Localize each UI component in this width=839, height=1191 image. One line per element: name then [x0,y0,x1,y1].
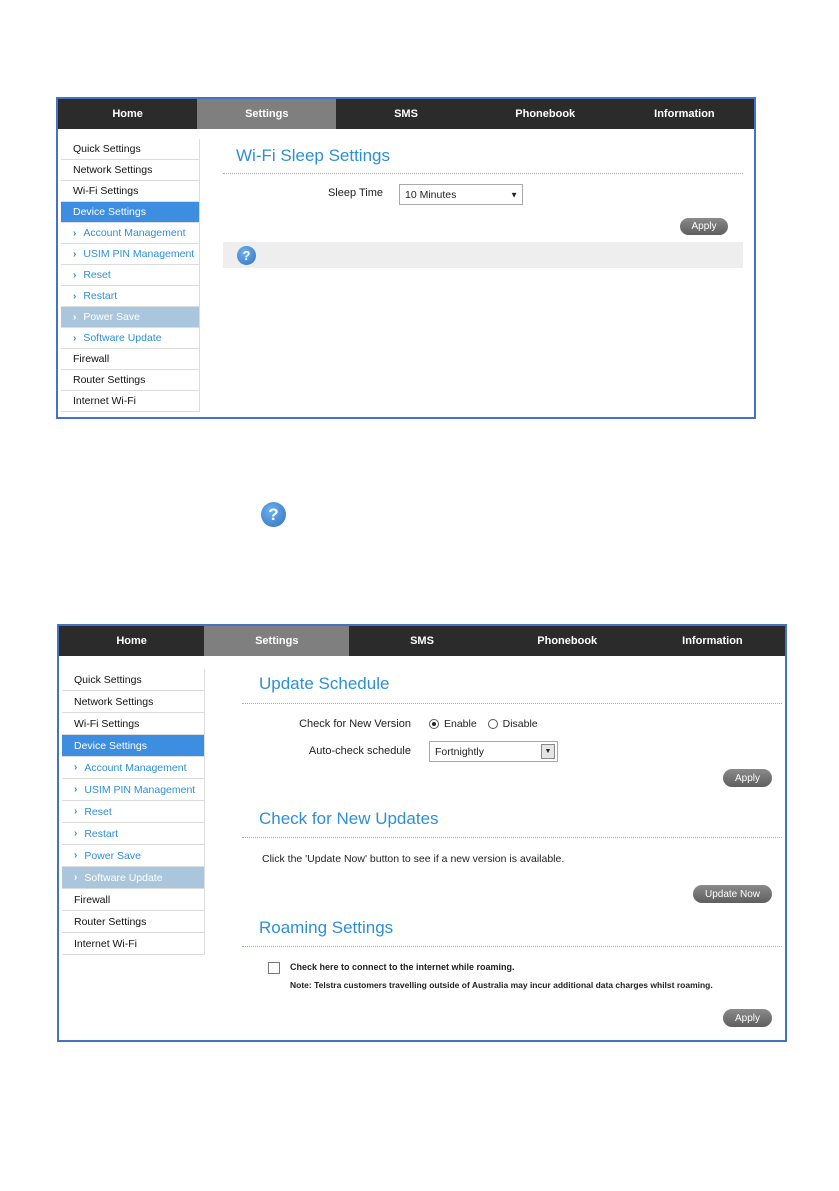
wifi-sleep-screenshot [56,97,756,419]
sidebar-item-label: Internet Wi-Fi [74,937,138,950]
sidebar-item-label: Power Save [84,849,141,862]
autocheck-select[interactable] [429,741,558,762]
sidebar-item-label: Reset [84,805,112,818]
chevron-right-icon: › [73,248,77,260]
tab-sms[interactable]: SMS [394,108,418,120]
sleep-time-select[interactable] [399,184,523,205]
roaming-title: Roaming Settings [259,918,394,937]
sidebar-item-label: Power Save [83,311,140,323]
update-now-button[interactable]: Update Now [693,885,772,903]
sidebar-item-label: Firewall [74,893,111,906]
sidebar-item-label: Reset [83,269,111,281]
help-question-icon: ? [261,502,286,527]
software-update-screenshot [57,624,787,1042]
sidebar-item-network-settings[interactable] [61,160,200,181]
chevron-right-icon: › [74,872,78,883]
tab-settings[interactable]: Settings [204,626,349,656]
sidebar-item-firewall[interactable] [61,349,200,370]
chevron-right-icon: › [74,828,78,839]
sidebar-item-label: Network Settings [73,164,153,176]
sidebar-item-label: Quick Settings [73,143,141,155]
sidebar [61,139,200,412]
tab-phonebook[interactable]: Phonebook [537,635,598,647]
check-updates-text: Click the 'Update Now' button to see if a new version is available. [262,853,565,865]
sidebar-item-power-save[interactable] [62,845,205,867]
sidebar-item-label: Restart [84,827,119,840]
sidebar-item-wifi-settings[interactable] [62,713,205,735]
disable-label: Disable [502,718,538,730]
divider [242,703,782,704]
chevron-right-icon: › [74,850,78,861]
disable-radio[interactable] [488,719,498,729]
sidebar-item-label: USIM PIN Management [83,248,195,260]
sidebar-item-device-settings[interactable] [61,202,200,223]
divider [242,946,782,947]
sidebar [62,669,205,955]
top-nav [58,99,754,129]
roaming-note: Note: Telstra customers travelling outside of Australia may incur additional data charges whilst roaming. [290,980,713,990]
sidebar-item-firewall[interactable] [62,889,205,911]
sidebar-item-quick-settings[interactable] [62,669,205,691]
help-bar [223,242,743,268]
sidebar-item-network-settings[interactable] [62,691,205,713]
sidebar-item-usim-pin[interactable] [62,779,205,801]
tab-settings[interactable]: Settings [197,99,336,129]
sidebar-item-restart[interactable] [61,286,200,307]
sidebar-item-router-settings[interactable] [62,911,205,933]
roaming-checkbox[interactable] [268,962,280,974]
autocheck-value: Fortnightly [435,745,485,758]
tab-home[interactable]: Home [116,635,147,647]
chevron-right-icon: › [73,332,77,344]
tab-information[interactable]: Information [654,108,715,120]
sidebar-item-label: Device Settings [74,739,147,752]
sidebar-item-power-save[interactable] [61,307,200,328]
sidebar-item-label: Software Update [84,871,163,884]
sidebar-item-software-update[interactable] [61,328,200,349]
sidebar-item-reset[interactable] [61,265,200,286]
sleep-time-value: 10 Minutes [405,188,457,201]
tab-phonebook[interactable]: Phonebook [515,108,576,120]
sidebar-item-label: Restart [83,290,118,302]
sidebar-item-label: Device Settings [73,206,146,218]
sidebar-item-device-settings[interactable] [62,735,205,757]
roaming-checkbox-label: Check here to connect to the internet while roaming. [290,962,515,972]
sidebar-item-label: Internet Wi-Fi [73,395,137,407]
sidebar-item-label: Network Settings [74,695,154,708]
enable-radio[interactable] [429,719,439,729]
chevron-right-icon: › [73,227,77,239]
sidebar-item-label: Account Management [83,227,186,239]
apply-button[interactable]: Apply [680,218,728,235]
sidebar-item-quick-settings[interactable] [61,139,200,160]
chevron-right-icon: › [73,269,77,281]
sidebar-item-label: USIM PIN Management [84,783,196,796]
sidebar-item-usim-pin[interactable] [61,244,200,265]
chevron-right-icon: › [73,290,77,302]
divider [223,173,743,174]
sidebar-item-account-management[interactable] [61,223,200,244]
tab-sms[interactable]: SMS [410,635,434,647]
sidebar-item-label: Router Settings [74,915,147,928]
chevron-right-icon: › [74,806,78,817]
top-nav [59,626,785,656]
chevron-right-icon: › [74,762,78,773]
sidebar-item-internet-wifi[interactable] [62,933,205,955]
chevron-right-icon: › [74,784,78,795]
check-new-version-label: Check for New Version [299,718,411,730]
sidebar-item-label: Account Management [84,761,187,774]
sidebar-item-internet-wifi[interactable] [61,391,200,412]
sidebar-item-software-update[interactable] [62,867,205,889]
sidebar-item-label: Quick Settings [74,673,142,686]
sleep-time-label: Sleep Time [327,187,383,199]
sidebar-item-router-settings[interactable] [61,370,200,391]
update-schedule-title: Update Schedule [259,674,390,693]
dropdown-arrow-icon: ▼ [510,190,518,199]
sidebar-item-label: Firewall [73,353,110,365]
sidebar-item-reset[interactable] [62,801,205,823]
version-radio-group [429,718,538,730]
page-title: Wi-Fi Sleep Settings [236,146,390,165]
sidebar-item-label: Software Update [83,332,162,344]
sidebar-item-label: Wi-Fi Settings [74,717,140,730]
check-updates-title: Check for New Updates [259,809,439,828]
sidebar-item-label: Wi-Fi Settings [73,185,139,197]
apply-button-roaming[interactable]: Apply [723,1009,772,1027]
divider [242,837,782,838]
autocheck-label: Auto-check schedule [308,745,411,757]
help-question-icon[interactable]: ? [237,246,256,265]
chevron-right-icon: › [73,311,77,323]
sidebar-item-label: Router Settings [73,374,146,386]
tab-information[interactable]: Information [682,635,743,647]
apply-button[interactable]: Apply [723,769,772,787]
enable-label: Enable [444,718,477,730]
tab-home[interactable]: Home [112,108,143,120]
sidebar-item-wifi-settings[interactable] [61,181,200,202]
sidebar-item-restart[interactable] [62,823,205,845]
sidebar-item-account-management[interactable] [62,757,205,779]
dropdown-arrow-icon: ▼ [541,744,555,759]
